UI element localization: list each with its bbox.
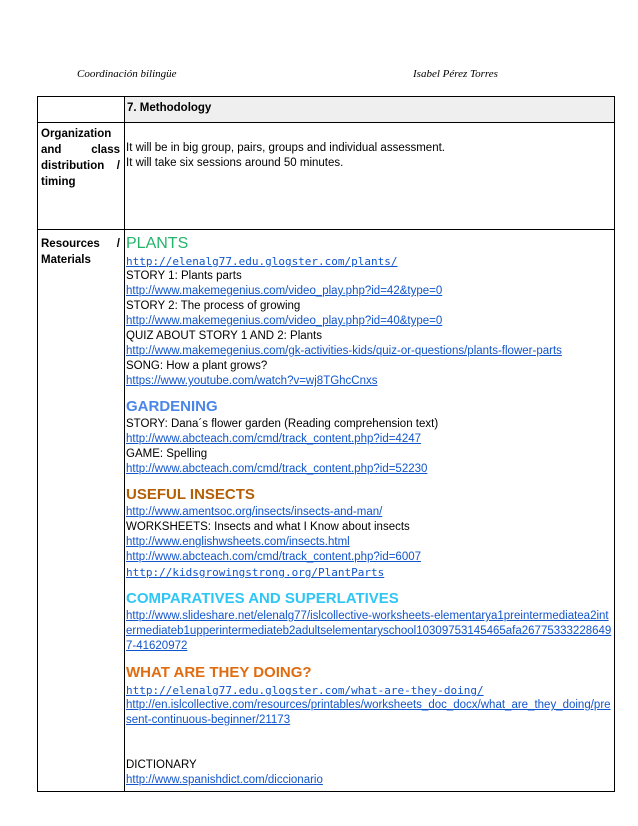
organization-label-cell	[38, 123, 125, 230]
gardening-heading: GARDENING	[126, 398, 218, 415]
resources-label-cell	[38, 230, 125, 792]
header-right: Isabel Pérez Torres	[413, 68, 498, 80]
story1-link[interactable]: http://www.makemegenius.com/video_play.php?id=42&type=0	[126, 285, 443, 297]
gardening-game-text: GAME: Spelling	[126, 448, 208, 460]
story2-link[interactable]: http://www.makemegenius.com/video_play.php?id=40&type=0	[126, 315, 443, 327]
comparatives-link[interactable]: http://www.slideshare.net/elenalg77/islcollective-worksheets-elementarya1preintermediatea2intermediateb1upperintermediateb2adultselementaryschool10309753145465afa267753332286497-41620972	[126, 610, 612, 652]
song-link[interactable]: https://www.youtube.com/watch?v=wj8TGhcCnxs	[126, 375, 378, 387]
dictionary-text: DICTIONARY	[126, 759, 197, 771]
gardening-story-link[interactable]: http://www.abcteach.com/cmd/track_content.php?id=4247	[126, 433, 422, 445]
comparatives-heading: COMPARATIVES AND SUPERLATIVES	[126, 590, 399, 607]
gardening-game-link[interactable]: http://www.abcteach.com/cmd/track_content.php?id=52230	[126, 463, 428, 475]
organization-row	[38, 123, 615, 230]
org-line-1: It will be in big group, pairs, groups and individual assessment.	[126, 142, 445, 154]
section-title: 7. Methodology	[125, 97, 615, 123]
resources-content	[125, 230, 615, 792]
insects-link-1[interactable]: http://www.amentsoc.org/insects/insects-and-man/	[126, 506, 383, 518]
gardening-story-text: STORY: Dana´s flower garden (Reading comprehension text)	[126, 418, 439, 430]
song-text: SONG: How a plant grows?	[126, 360, 268, 372]
header-left: Coordinación bilingüe	[77, 68, 177, 80]
organization-label: Organization and class distribution / timing	[41, 128, 120, 188]
doing-heading: WHAT ARE THEY DOING?	[126, 664, 312, 681]
title-empty-cell	[38, 97, 125, 123]
org-line-2: It will take six sessions around 50 minutes.	[126, 157, 344, 169]
insects-heading: USEFUL INSECTS	[126, 486, 255, 503]
resources-label: Resources / Materials	[41, 238, 120, 266]
quiz-text: QUIZ ABOUT STORY 1 AND 2: Plants	[126, 330, 322, 342]
title-row	[38, 97, 615, 123]
dictionary-link[interactable]: http://www.spanishdict.com/diccionario	[126, 774, 323, 786]
methodology-table	[37, 96, 615, 792]
story1-text: STORY 1: Plants parts	[126, 270, 242, 282]
resources-row	[38, 230, 615, 792]
insects-link-4[interactable]: http://kidsgrowingstrong.org/PlantParts	[126, 566, 385, 579]
quiz-link[interactable]: http://www.makemegenius.com/gk-activities-kids/quiz-or-questions/plants-flower-parts	[126, 345, 562, 357]
plants-heading: PLANTS	[126, 235, 189, 252]
insects-link-3[interactable]: http://www.abcteach.com/cmd/track_content.php?id=6007	[126, 551, 422, 563]
doing-glogster-link[interactable]: http://elenalg77.edu.glogster.com/what-are-they-doing/	[126, 684, 484, 697]
story2-text: STORY 2: The process of growing	[126, 300, 301, 312]
organization-content	[125, 123, 615, 230]
insects-worksheets-text: WORKSHEETS: Insects and what I Know about insects	[126, 521, 410, 533]
plants-glogster-link[interactable]: http://elenalg77.edu.glogster.com/plants/	[126, 255, 398, 268]
doing-islcollective-link[interactable]: http://en.islcollective.com/resources/printables/worksheets_doc_docx/what_are_they_doing/present-continuous-beginner/21173	[126, 699, 611, 726]
insects-link-2[interactable]: http://www.englishwsheets.com/insects.html	[126, 536, 350, 548]
